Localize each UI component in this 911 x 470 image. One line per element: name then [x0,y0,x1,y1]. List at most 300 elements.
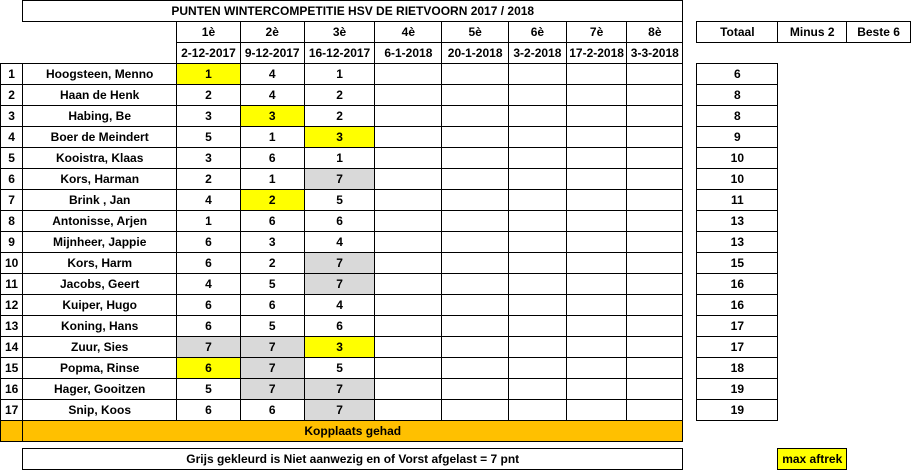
score-cell-round-5[interactable] [442,295,509,316]
date-gap [683,43,697,64]
score-cell-round-7[interactable] [566,253,627,274]
score-cell-round-7[interactable] [566,337,627,358]
table-row [1,211,911,232]
date-header-row [1,43,911,64]
score-cell-round-4[interactable] [375,400,442,421]
score-cell-round-3[interactable]: 6 [304,211,375,232]
score-cell-round-6[interactable] [509,358,567,379]
score-cell-round-3[interactable]: 2 [304,106,375,127]
row-index: 16 [1,379,23,400]
score-cell-round-2[interactable]: 5 [240,316,304,337]
score-cell-round-5[interactable] [442,253,509,274]
angler-name: Jacobs, Geert [23,274,177,295]
beste6-cell [847,400,911,421]
row-gap [683,232,697,253]
score-cell-round-8[interactable] [627,358,683,379]
minus2-cell [778,379,847,400]
totaal-cell: 19 [697,379,778,400]
score-cell-round-5[interactable] [442,232,509,253]
row-index: 12 [1,295,23,316]
score-cell-round-1[interactable]: 3 [177,106,241,127]
row-index: 4 [1,127,23,148]
score-cell-round-1[interactable]: 7 [177,337,241,358]
score-cell-round-7[interactable] [566,148,627,169]
date-spacer-3 [847,43,911,64]
row-gap [683,358,697,379]
score-cell-round-8[interactable] [627,190,683,211]
angler-name: Kors, Harman [23,169,177,190]
score-cell-round-1[interactable]: 6 [177,358,241,379]
date-header-8: 3-3-2018 [627,43,683,64]
beste6-cell [847,253,911,274]
score-cell-round-6[interactable] [509,400,567,421]
beste6-cell [847,211,911,232]
legend-corner [1,449,23,470]
table-row [1,253,911,274]
score-cell-round-8[interactable] [627,400,683,421]
score-cell-round-2[interactable]: 6 [240,400,304,421]
beste6-cell [847,358,911,379]
table-row [1,358,911,379]
score-cell-round-3[interactable]: 1 [304,64,375,85]
round-header-8: 8è [627,22,683,43]
score-cell-round-6[interactable] [509,295,567,316]
row-index: 15 [1,358,23,379]
minus2-cell [778,169,847,190]
angler-name: Brink , Jan [23,190,177,211]
koppel-index [1,421,23,442]
beste6-cell [847,190,911,211]
score-cell-round-8[interactable] [627,211,683,232]
score-cell-round-4[interactable] [375,211,442,232]
score-cell-round-7[interactable] [566,232,627,253]
score-cell-round-5[interactable] [442,358,509,379]
score-cell-round-4[interactable] [375,295,442,316]
score-cell-round-1[interactable]: 5 [177,379,241,400]
table-body [1,64,911,421]
score-cell-round-8[interactable] [627,295,683,316]
round-header-4: 4è [375,22,442,43]
score-cell-round-1[interactable]: 4 [177,274,241,295]
angler-name: Hager, Gooitzen [23,379,177,400]
score-cell-round-2[interactable]: 3 [240,232,304,253]
totaal-cell: 18 [697,358,778,379]
table-row [1,148,911,169]
score-cell-round-1[interactable]: 6 [177,400,241,421]
score-cell-round-8[interactable] [627,169,683,190]
score-cell-round-5[interactable] [442,337,509,358]
row-gap [683,106,697,127]
score-cell-round-2[interactable]: 5 [240,274,304,295]
score-cell-round-6[interactable] [509,379,567,400]
score-cell-round-2[interactable]: 7 [240,379,304,400]
score-cell-round-2[interactable]: 6 [240,211,304,232]
legend-text [23,449,683,470]
beste6-header: Beste 6 [847,22,911,43]
score-cell-round-2[interactable]: 6 [240,148,304,169]
score-cell-round-2[interactable]: 1 [240,127,304,148]
table-row [1,232,911,253]
score-cell-round-5[interactable] [442,148,509,169]
title-gap [683,1,697,22]
title-spacer-1 [697,1,778,22]
score-cell-round-3[interactable]: 4 [304,232,375,253]
totaal-cell: 10 [697,148,778,169]
score-cell-round-4[interactable] [375,148,442,169]
score-cell-round-1[interactable]: 3 [177,148,241,169]
beste6-cell [847,127,911,148]
score-cell-round-8[interactable] [627,127,683,148]
score-cell-round-5[interactable] [442,127,509,148]
date-header-1: 2-12-2017 [177,43,241,64]
beste6-cell [847,379,911,400]
round-header-2: 2è [240,22,304,43]
score-cell-round-5[interactable] [442,379,509,400]
legend-gap [683,449,697,470]
beste6-cell [847,274,911,295]
score-cell-round-7[interactable] [566,169,627,190]
score-cell-round-7[interactable] [566,400,627,421]
totaal-cell: 13 [697,232,778,253]
date-header-3: 16-12-2017 [304,43,375,64]
score-cell-round-8[interactable] [627,316,683,337]
row-index: 17 [1,400,23,421]
score-cell-round-6[interactable] [509,274,567,295]
title-spacer-2 [778,1,847,22]
row-gap [683,211,697,232]
legend-spacer-1 [697,449,778,470]
legend-row [1,449,911,470]
totaal-header: Totaal [697,22,778,43]
score-cell-round-1[interactable]: 1 [177,211,241,232]
score-cell-round-5[interactable] [442,85,509,106]
score-cell-round-8[interactable] [627,274,683,295]
legend-bold: Niet aanwezig en of Vorst afgelast = 7 pnt [283,452,520,466]
angler-name: Zuur, Sies [23,337,177,358]
round-name-blank [23,22,177,43]
table-row [1,127,911,148]
minus2-cell [778,127,847,148]
score-cell-round-1[interactable]: 1 [177,64,241,85]
table-row [1,85,911,106]
totaal-cell: 6 [697,64,778,85]
legend-pre: Grijs gekleurd is [186,452,284,466]
totaal-cell: 13 [697,211,778,232]
angler-name: Haan de Henk [23,85,177,106]
date-header-2: 9-12-2017 [240,43,304,64]
score-cell-round-8[interactable] [627,148,683,169]
minus2-cell [778,316,847,337]
score-cell-round-8[interactable] [627,106,683,127]
minus2-cell [778,190,847,211]
row-index: 9 [1,232,23,253]
totaal-cell: 9 [697,127,778,148]
score-cell-round-1[interactable]: 6 [177,295,241,316]
score-cell-round-6[interactable] [509,211,567,232]
score-cell-round-2[interactable]: 1 [240,169,304,190]
score-cell-round-7[interactable] [566,64,627,85]
row-gap [683,190,697,211]
title-spacer-3 [847,1,911,22]
score-cell-round-5[interactable] [442,316,509,337]
score-cell-round-6[interactable] [509,85,567,106]
score-cell-round-4[interactable] [375,169,442,190]
minus2-cell [778,85,847,106]
totaal-cell: 16 [697,274,778,295]
score-cell-round-5[interactable] [442,211,509,232]
score-cell-round-8[interactable] [627,337,683,358]
date-header-6: 3-2-2018 [509,43,567,64]
koppel-spacer-1 [697,421,778,442]
row-index: 1 [1,64,23,85]
score-cell-round-7[interactable] [566,85,627,106]
score-cell-round-4[interactable] [375,358,442,379]
score-cell-round-8[interactable] [627,379,683,400]
angler-name: Kooistra, Klaas [23,148,177,169]
legend-spacer-2 [847,449,911,470]
koppel-spacer-2 [778,421,847,442]
score-cell-round-5[interactable] [442,190,509,211]
minus2-cell [778,274,847,295]
score-cell-round-4[interactable] [375,127,442,148]
angler-name: Popma, Rinse [23,358,177,379]
score-cell-round-7[interactable] [566,316,627,337]
score-cell-round-4[interactable] [375,106,442,127]
score-cell-round-6[interactable] [509,148,567,169]
title-corner [1,1,23,22]
round-header-1: 1è [177,22,241,43]
score-cell-round-1[interactable]: 4 [177,190,241,211]
score-cell-round-2[interactable]: 4 [240,64,304,85]
score-cell-round-4[interactable] [375,232,442,253]
row-gap [683,148,697,169]
row-index: 5 [1,148,23,169]
row-gap [683,316,697,337]
row-gap [683,64,697,85]
score-cell-round-6[interactable] [509,106,567,127]
score-cell-round-3[interactable]: 5 [304,358,375,379]
date-spacer-2 [778,43,847,64]
table-row [1,190,911,211]
score-cell-round-3[interactable]: 7 [304,400,375,421]
score-cell-round-5[interactable] [442,169,509,190]
score-cell-round-7[interactable] [566,190,627,211]
totaal-cell: 10 [697,169,778,190]
score-cell-round-6[interactable] [509,127,567,148]
score-cell-round-4[interactable] [375,316,442,337]
round-gap [683,22,697,43]
score-cell-round-7[interactable] [566,211,627,232]
score-cell-round-8[interactable] [627,85,683,106]
score-cell-round-4[interactable] [375,64,442,85]
date-header-7: 17-2-2018 [566,43,627,64]
angler-name: Hoogsteen, Menno [23,64,177,85]
score-cell-round-2[interactable]: 2 [240,190,304,211]
score-cell-round-5[interactable] [442,106,509,127]
row-gap [683,85,697,106]
score-cell-round-5[interactable] [442,400,509,421]
beste6-cell [847,337,911,358]
angler-name: Koning, Hans [23,316,177,337]
score-cell-round-1[interactable]: 2 [177,169,241,190]
totaal-cell: 8 [697,106,778,127]
score-cell-round-6[interactable] [509,337,567,358]
row-index: 11 [1,274,23,295]
row-index: 2 [1,85,23,106]
score-cell-round-3[interactable]: 3 [304,127,375,148]
score-cell-round-2[interactable]: 6 [240,295,304,316]
row-index: 14 [1,337,23,358]
minus2-cell [778,148,847,169]
score-cell-round-1[interactable]: 5 [177,127,241,148]
minus2-cell [778,211,847,232]
score-cell-round-7[interactable] [566,274,627,295]
beste6-cell [847,106,911,127]
score-cell-round-4[interactable] [375,253,442,274]
score-cell-round-8[interactable] [627,232,683,253]
score-cell-round-1[interactable]: 2 [177,85,241,106]
beste6-cell [847,169,911,190]
table-row [1,274,911,295]
score-cell-round-7[interactable] [566,379,627,400]
date-header-5: 20-1-2018 [442,43,509,64]
row-gap [683,379,697,400]
table-row [1,316,911,337]
score-cell-round-2[interactable]: 7 [240,337,304,358]
score-cell-round-3[interactable]: 3 [304,337,375,358]
koppel-spacer-3 [847,421,911,442]
minus2-cell [778,358,847,379]
angler-name: Kors, Harm [23,253,177,274]
totaal-cell: 17 [697,337,778,358]
score-cell-round-3[interactable]: 7 [304,379,375,400]
score-cell-round-4[interactable] [375,337,442,358]
beste6-cell [847,64,911,85]
score-cell-round-4[interactable] [375,190,442,211]
score-cell-round-2[interactable]: 4 [240,85,304,106]
totaal-cell: 19 [697,400,778,421]
date-name-blank [23,43,177,64]
totaal-cell: 17 [697,316,778,337]
score-cell-round-7[interactable] [566,295,627,316]
score-cell-round-3[interactable]: 7 [304,253,375,274]
round-header-3: 3è [304,22,375,43]
row-index: 3 [1,106,23,127]
round-header-7: 7è [566,22,627,43]
score-cell-round-4[interactable] [375,379,442,400]
score-cell-round-4[interactable] [375,274,442,295]
koppel-label: Kopplaats gehad [23,421,683,442]
totaal-cell: 15 [697,253,778,274]
title-row [1,1,911,22]
score-cell-round-3[interactable]: 5 [304,190,375,211]
score-cell-round-6[interactable] [509,190,567,211]
spacer-cell [1,442,911,449]
score-cell-round-6[interactable] [509,316,567,337]
score-cell-round-6[interactable] [509,253,567,274]
round-header-5: 5è [442,22,509,43]
row-index: 13 [1,316,23,337]
score-cell-round-3[interactable]: 6 [304,316,375,337]
score-cell-round-3[interactable]: 4 [304,295,375,316]
score-cell-round-1[interactable]: 6 [177,232,241,253]
score-cell-round-3[interactable]: 7 [304,274,375,295]
spacer-row [1,442,911,449]
beste6-cell [847,232,911,253]
row-index: 8 [1,211,23,232]
minus2-cell [778,295,847,316]
minus2-cell [778,232,847,253]
score-cell-round-7[interactable] [566,358,627,379]
beste6-cell [847,295,911,316]
score-cell-round-1[interactable]: 6 [177,253,241,274]
score-cell-round-5[interactable] [442,274,509,295]
beste6-cell [847,316,911,337]
row-gap [683,295,697,316]
koppel-row [1,421,911,442]
score-cell-round-7[interactable] [566,106,627,127]
score-cell-round-1[interactable]: 6 [177,316,241,337]
minus2-header: Minus 2 [778,22,847,43]
table-row [1,106,911,127]
row-gap [683,337,697,358]
score-cell-round-6[interactable] [509,64,567,85]
score-cell-round-7[interactable] [566,127,627,148]
minus2-cell [778,337,847,358]
score-cell-round-3[interactable]: 7 [304,169,375,190]
koppel-gap [683,421,697,442]
score-cell-round-2[interactable]: 3 [240,106,304,127]
row-gap [683,274,697,295]
score-cell-round-5[interactable] [442,64,509,85]
angler-name: Kuiper, Hugo [23,295,177,316]
date-spacer-1 [697,43,778,64]
table-row [1,64,911,85]
score-cell-round-4[interactable] [375,85,442,106]
max-aftrek-note: max aftrek [778,449,847,470]
angler-name: Snip, Koos [23,400,177,421]
score-cell-round-8[interactable] [627,64,683,85]
table-row [1,400,911,421]
angler-name: Boer de Meindert [23,127,177,148]
table-row [1,295,911,316]
table-row [1,379,911,400]
row-gap [683,127,697,148]
table-row [1,337,911,358]
row-index: 6 [1,169,23,190]
date-header-4: 6-1-2018 [375,43,442,64]
row-gap [683,400,697,421]
minus2-cell [778,400,847,421]
score-cell-round-2[interactable]: 2 [240,253,304,274]
minus2-cell [778,253,847,274]
score-cell-round-8[interactable] [627,253,683,274]
beste6-cell [847,85,911,106]
score-cell-round-6[interactable] [509,169,567,190]
page-title: PUNTEN WINTERCOMPETITIE HSV DE RIETVOORN 2017 / 2018 [23,1,683,22]
score-cell-round-3[interactable]: 2 [304,85,375,106]
score-cell-round-6[interactable] [509,232,567,253]
score-cell-round-2[interactable]: 7 [240,358,304,379]
angler-name: Habing, Be [23,106,177,127]
round-corner [1,22,23,43]
row-gap [683,253,697,274]
score-cell-round-3[interactable]: 1 [304,148,375,169]
table-row [1,169,911,190]
totaal-cell: 16 [697,295,778,316]
minus2-cell [778,64,847,85]
totaal-cell: 11 [697,190,778,211]
